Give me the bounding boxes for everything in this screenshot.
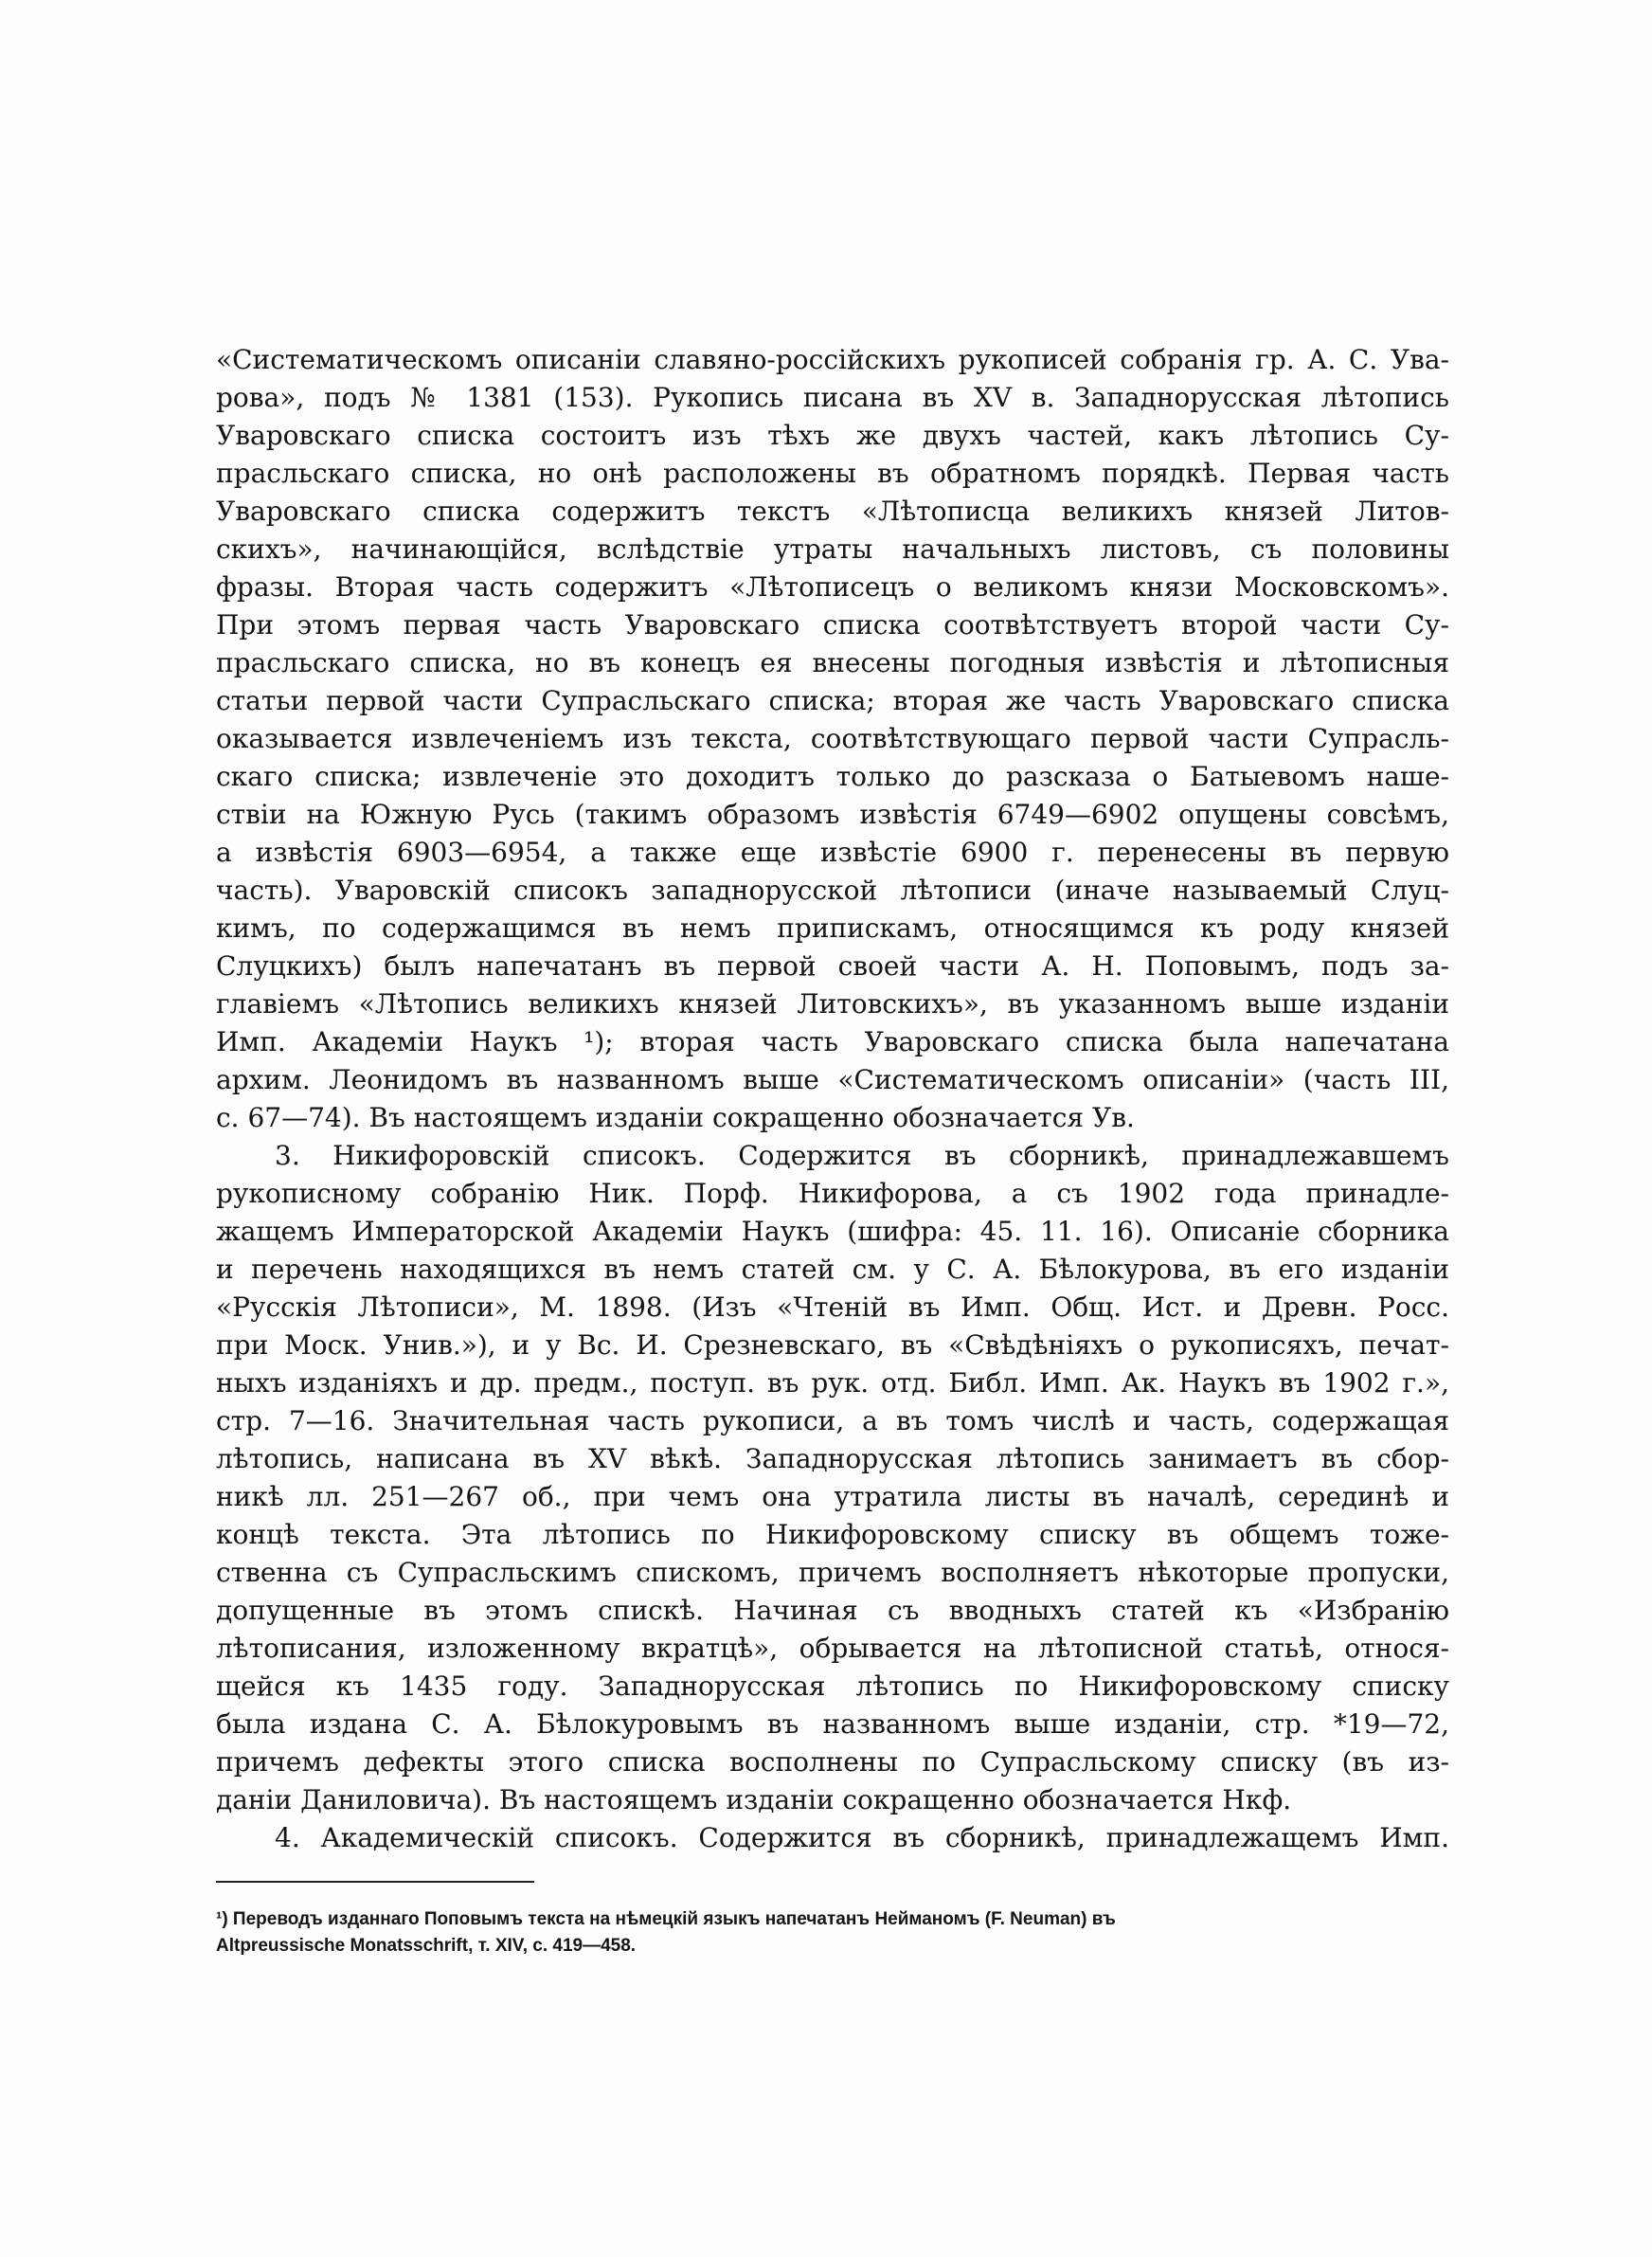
body-line: лѣтописания, изложенному вкратцѣ», обрывается на лѣтописной статьѣ, относя- <box>216 1633 1449 1664</box>
body-line: оказывается извлеченіемъ изъ текста, соотвѣтствующаго первой части Супрасль- <box>216 723 1449 754</box>
body-line: даніи Даниловича). Въ настоящемъ изданіи сокращенно обозначается Нкф. <box>216 1784 1292 1815</box>
body-line: прасльскаго списка, но въ конецъ ея внесены погодныя извѣстія и лѣтописныя <box>216 647 1449 678</box>
footnote-line: ¹) Переводъ изданнаго Поповымъ текста на нѣмецкій языкъ напечатанъ Нейманомъ (F. Neuman) въ <box>216 1909 1116 1929</box>
body-line: с. 67—74). Въ настоящемъ изданіи сокращенно обозначается Ув. <box>216 1102 1135 1133</box>
body-line: никѣ лл. 251—267 об., при чемъ она утратила листы въ началѣ, серединѣ и <box>216 1481 1449 1512</box>
footnote-divider <box>216 1881 534 1883</box>
body-line: жащемъ Императорской Академіи Наукъ (шифра: 45. 11. 16). Описаніе сборника <box>216 1216 1449 1247</box>
body-line: кимъ, по содержащимся въ немъ припискамъ, относящимся къ роду князей <box>216 912 1449 944</box>
body-line: Слуцкихъ) былъ напечатанъ въ первой своей части А. Н. Поповымъ, подъ за- <box>216 950 1449 982</box>
body-line: При этомъ первая часть Уваровскаго списка соотвѣтствуетъ второй части Су- <box>216 609 1449 641</box>
body-line: ствіи на Южную Русь (такимъ образомъ извѣстія 6749—6902 опущены совсѣмъ, <box>216 799 1449 830</box>
body-line: рова», подъ № 1381 (153). Рукопись писана въ XV в. Западнорусская лѣтопись <box>216 382 1449 413</box>
body-line: статьи первой части Супрасльскаго списка; вторая же часть Уваровскаго списка <box>216 685 1449 716</box>
body-line: прасльскаго списка, но онѣ расположены въ обратномъ порядкѣ. Первая часть <box>216 458 1449 489</box>
footnote-line: Altpreussische Monatsschrift, т. XIV, с. 419—458. <box>216 1936 637 1956</box>
body-line: была издана С. А. Бѣлокуровымъ въ названномъ выше изданіи, стр. *19—72, <box>216 1708 1449 1740</box>
body-line: лѣтопись, написана въ XV вѣкѣ. Западнорусская лѣтопись занимаетъ въ сбор- <box>216 1443 1449 1474</box>
footnote <box>216 1906 1449 1959</box>
body-line: концѣ текста. Эта лѣтопись по Никифоровскому списку въ общемъ тоже- <box>216 1519 1449 1550</box>
body-line: фразы. Вторая часть содержитъ «Лѣтописецъ о великомъ князи Московскомъ». <box>216 571 1449 603</box>
body-line: при Моск. Унив.»), и у Вс. И. Срезневскаго, въ «Свѣдѣніяхъ о рукописяхъ, печат- <box>216 1329 1449 1361</box>
body-line: Имп. Академіи Наукъ ¹); вторая часть Уваровскаго списка была напечатана <box>216 1026 1449 1057</box>
body-line: ственна съ Супрасльскимъ спискомъ, причемъ восполняетъ нѣкоторые пропуски, <box>216 1557 1449 1588</box>
body-line: «Русскія Лѣтописи», М. 1898. (Изъ «Чтеній въ Имп. Общ. Ист. и Древн. Росс. <box>216 1291 1449 1323</box>
body-line: стр. 7—16. Значительная часть рукописи, а въ томъ числѣ и часть, содержащая <box>216 1405 1449 1436</box>
body-line: архим. Леонидомъ въ названномъ выше «Систематическомъ описаніи» (часть III, <box>216 1064 1449 1095</box>
body-line: скаго списка; извлеченіе это доходитъ только до разсказа о Батыевомъ наше- <box>216 761 1449 792</box>
body-line: и перечень находящихся въ немъ статей см. у С. А. Бѣлокурова, въ его изданіи <box>216 1254 1449 1285</box>
body-line: ныхъ изданіяхъ и др. предм., поступ. въ рук. отд. Библ. Имп. Ак. Наукъ въ 1902 г.», <box>216 1367 1449 1399</box>
body-line: причемъ дефекты этого списка восполнены по Супрасльскому списку (въ из- <box>216 1746 1449 1778</box>
body-line: Уваровскаго списка состоитъ изъ тѣхъ же двухъ частей, какъ лѣтопись Су- <box>216 420 1449 451</box>
body-line: а извѣстія 6903—6954, а также еще извѣстіе 6900 г. перенесены въ первую <box>216 837 1449 868</box>
body-line: скихъ», начинающійся, вслѣдствіе утраты начальныхъ листовъ, съ половины <box>216 533 1449 565</box>
section-heading-line: 3. Никифоровскій списокъ. Содержится въ сборникѣ, принадлежавшемъ <box>275 1140 1449 1171</box>
body-line: щейся къ 1435 году. Западнорусская лѣтопись по Никифоровскому списку <box>216 1670 1449 1702</box>
body-line: Уваровскаго списка содержитъ текстъ «Лѣтописца великихъ князей Литов- <box>216 496 1449 527</box>
body-line: часть). Уваровскій списокъ западнорусской лѣтописи (иначе называемый Слуц- <box>216 875 1449 906</box>
body-text <box>216 341 1449 1857</box>
body-line: «Систематическомъ описаніи славяно-россійскихъ рукописей собранія гр. А. С. Ува- <box>216 344 1449 375</box>
body-line: допущенные въ этомъ спискѣ. Начиная съ вводныхъ статей къ «Избранію <box>216 1595 1449 1626</box>
section-heading-line: 4. Академическій списокъ. Содержится въ сборникѣ, принадлежащемъ Имп. <box>275 1822 1449 1853</box>
body-line: рукописному собранію Ник. Порф. Никифорова, а съ 1902 года принадле- <box>216 1178 1449 1209</box>
body-line: главіемъ «Лѣтопись великихъ князей Литовскихъ», въ указанномъ выше изданіи <box>216 988 1449 1020</box>
